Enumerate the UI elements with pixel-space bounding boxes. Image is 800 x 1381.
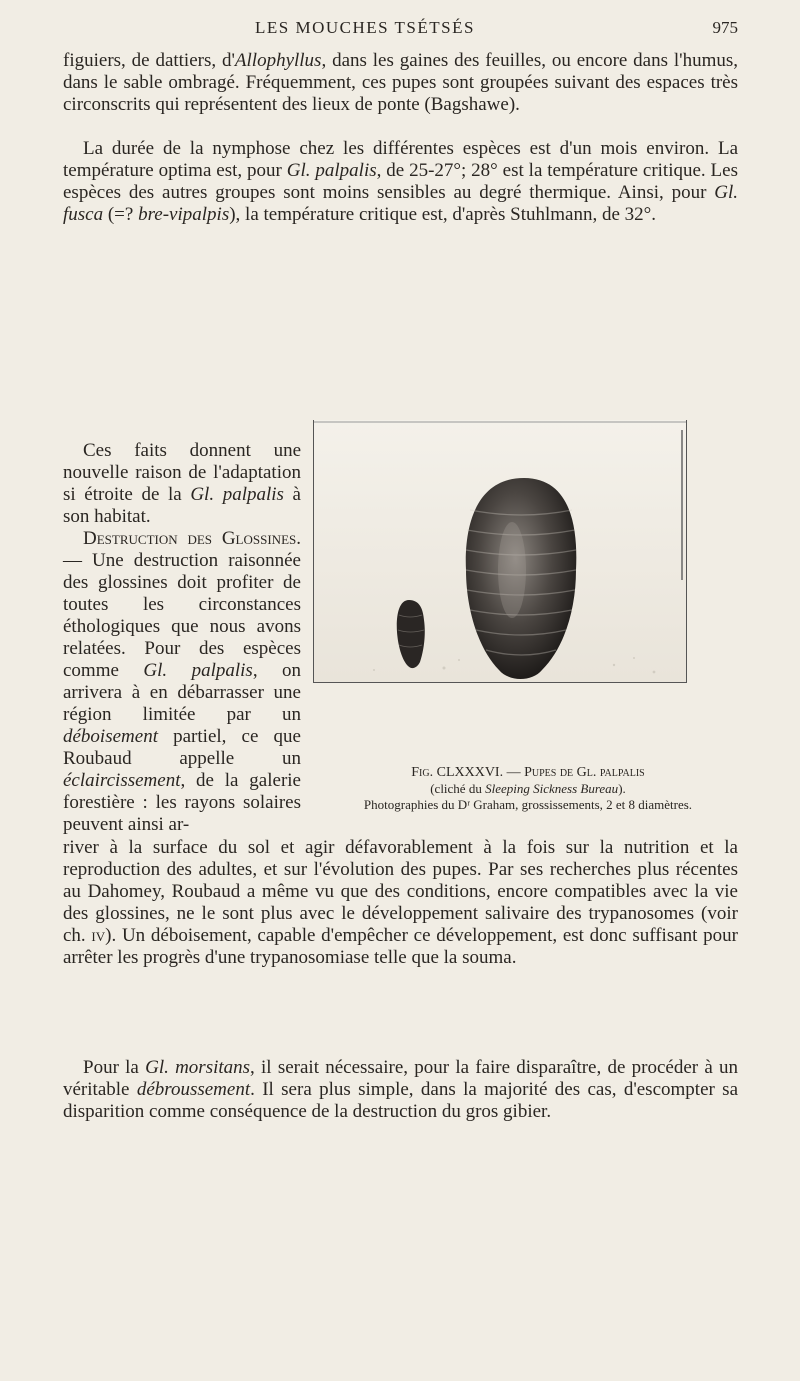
text-run: ). Un déboisement, capable d'empêcher ce développement, est donc suffisant pour arrêter les progrès d'une trypanosomiase telle que la souma.	[63, 925, 738, 968]
figure-caption	[318, 765, 738, 813]
italic-text: Sleeping Sickness Bureau	[485, 781, 619, 796]
caption-photo-note: Photographies du Dʳ Graham, grossissements, 2 et 8 diamètres.	[363, 797, 693, 812]
italic-text: Gl. palpalis	[143, 660, 253, 681]
text-run: , de la galerie forestière : les rayons solaires peuvent ainsi ar-	[63, 770, 301, 835]
italic-text: Allophyllus	[234, 50, 322, 71]
paragraph-3	[63, 440, 301, 528]
pupae-photo	[314, 420, 686, 682]
italic-text: Gl. palpalis	[190, 484, 284, 505]
italic-text: déboisement	[63, 726, 158, 747]
paragraph-1	[63, 50, 738, 116]
text-run: Pour la	[83, 1057, 146, 1078]
section-heading: Destruction des Glossines.	[83, 528, 301, 549]
italic-text: débroussement	[136, 1079, 251, 1100]
page-number: 975	[712, 18, 738, 37]
text-run: (cliché du	[430, 781, 486, 796]
text-run: ), la température critique est, d'après Stuhlmann, de 32°.	[229, 204, 656, 225]
text-run: , de 25-27°; 28° est la température critique. Les espèces des autres groupes sont moins sensibles au degré thermique. Ainsi, pour	[63, 160, 738, 203]
text-run: (=?	[103, 204, 139, 225]
figure-photograph	[313, 420, 687, 683]
chapter-ref: iv	[91, 925, 106, 946]
text-run: — Une destruction raisonnée des glossines doit profiter de toutes les circonstances éthologiques que nous avons relatées. Pour des espèces comme	[63, 550, 301, 681]
italic-text: Gl. fusca	[63, 182, 738, 225]
caption-credit	[318, 781, 738, 797]
paragraph-5	[63, 837, 738, 969]
text-run: , dans les gaines des feuilles, ou encore dans l'humus, dans le sable ombragé. Fréquemment, ces pupes sont groupées suivant des espaces très circonscrits qui représentent des lieux de ponte (Bagshawe).	[63, 50, 738, 115]
running-title: LES MOUCHES TSÉTSÉS	[255, 18, 475, 37]
text-run: Ces faits donnent une nouvelle raison de l'adaptation si étroite de la	[63, 440, 301, 505]
caption-title: Fig. CLXXXVI. — Pupes de Gl. palpalis	[411, 765, 645, 780]
text-run: ).	[618, 781, 626, 796]
text-run: , on arrivera à en débarrasser une région limitée par un	[63, 660, 302, 725]
text-run: figuiers, de dattiers, d'	[63, 50, 235, 71]
text-run: , il serait nécessaire, pour la faire disparaître, de procéder à un véritable	[63, 1057, 739, 1100]
paragraph-4	[63, 528, 301, 836]
text-run: La durée de la nymphose chez les différentes espèces est d'un mois environ. La température optima est, pour	[63, 138, 738, 181]
paragraph-6	[63, 1057, 738, 1123]
text-run: partiel, ce que Roubaud appelle un	[63, 726, 301, 769]
text-run: river à la surface du sol et agir défavorablement à la fois sur la nutrition et la reproduction des adultes, et sur l'évolution des pupes. Par ses recherches plus récentes au Dahomey, Roubaud a même vu que des conditions, encore compatibles avec la vie des glossines, ne le sont plus avec le développement salivaire des trypanosomes (voir ch.	[63, 837, 738, 946]
italic-text: Gl. palpalis	[286, 160, 377, 181]
text-run: . Il sera plus simple, dans la majorité des cas, d'escompter sa disparition comme conséquence de la destruction du gros gibier.	[63, 1079, 739, 1122]
italic-text: Gl. morsitans	[145, 1057, 251, 1078]
text-run: à son habitat.	[63, 484, 301, 527]
italic-text: éclaircissement	[63, 770, 181, 791]
paragraph-2	[63, 138, 738, 226]
italic-text: bre-vipalpis	[138, 204, 230, 225]
